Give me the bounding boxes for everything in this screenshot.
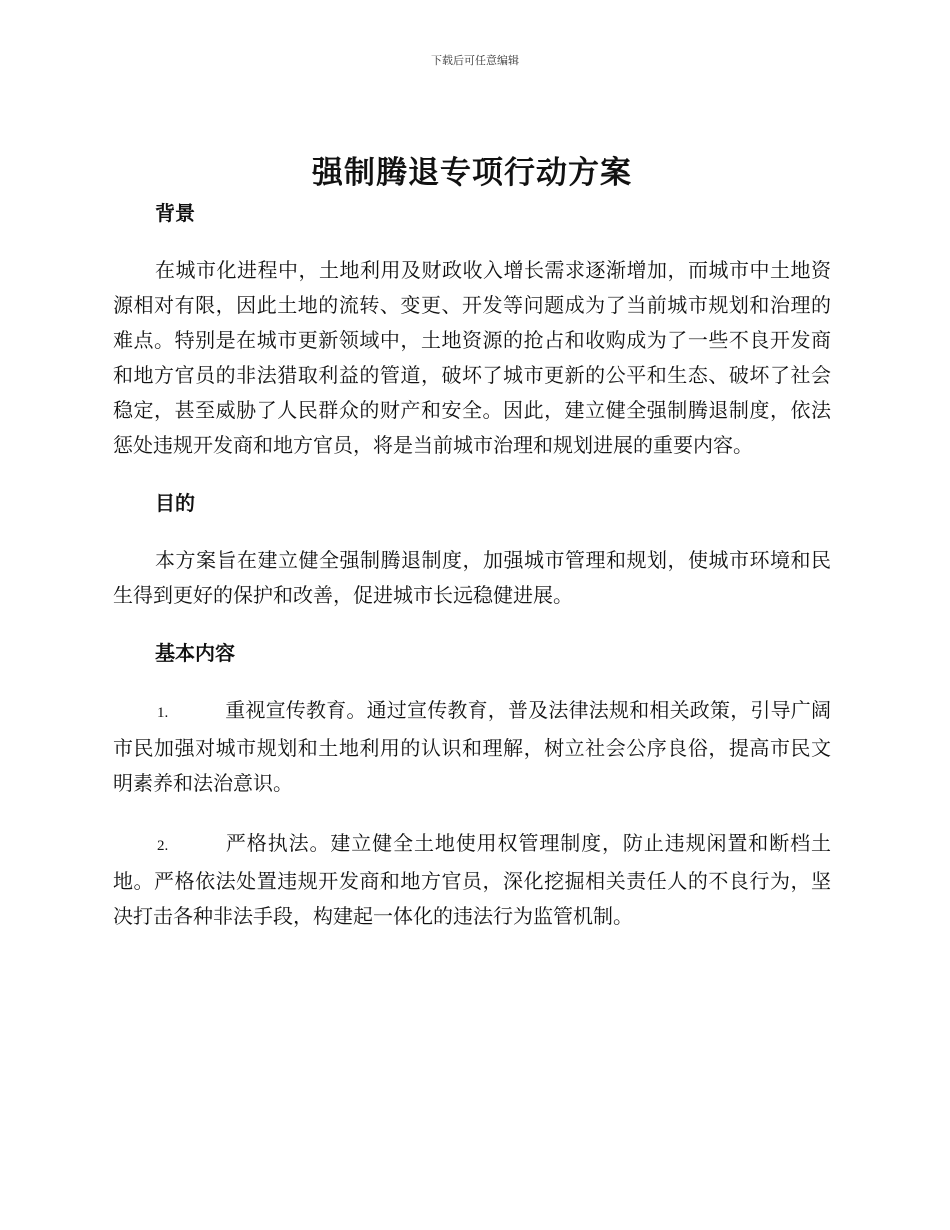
purpose-paragraph: 本方案旨在建立健全强制腾退制度，加强城市管理和规划，使城市环境和民生得到更好的保护和改善，促进城市长远稳健进展。 — [113, 548, 831, 607]
document-title: 强制腾退专项行动方案 — [312, 155, 632, 191]
list-item-text: 严格执法。建立健全土地使用权管理制度，防止违规闲置和断档土地。严格依法处置违规开发商和地方官员，深化挖掘相关责任人的不良行为，坚决打击各种非法手段，构建起一体化的违法行为监管机制。 — [113, 831, 831, 928]
list-item-number: 2. — [157, 838, 169, 854]
section-heading-basic-content: 基本内容 — [155, 641, 235, 665]
list-item-number: 1. — [157, 705, 169, 721]
list-item — [113, 693, 831, 801]
list-item-text: 重视宣传教育。通过宣传教育，普及法律法规和相关政策，引导广阔市民加强对城市规划和土地利用的认识和理解，树立社会公序良俗，提高市民文明素养和法治意识。 — [113, 698, 831, 795]
section-heading-background: 背景 — [155, 201, 195, 225]
document-body — [113, 150, 831, 934]
header-note: 下载后可任意编辑 — [431, 54, 519, 67]
section-heading-purpose: 目的 — [155, 491, 195, 515]
list-item — [113, 826, 831, 934]
background-paragraph: 在城市化进程中，土地利用及财政收入增长需求逐渐增加，而城市中土地资源相对有限，因此土地的流转、变更、开发等问题成为了当前城市规划和治理的难点。特别是在城市更新领域中，土地资源的抢占和收购成为了一些不良开发商和地方官员的非法猎取利益的管道，破坏了城市更新的公平和生态、破坏了社会稳定，甚至威胁了人民群众的财产和安全。因此，建立健全强制腾退制度，依法惩处违规开发商和地方官员，将是当前城市治理和规划进展的重要内容。 — [113, 258, 831, 457]
